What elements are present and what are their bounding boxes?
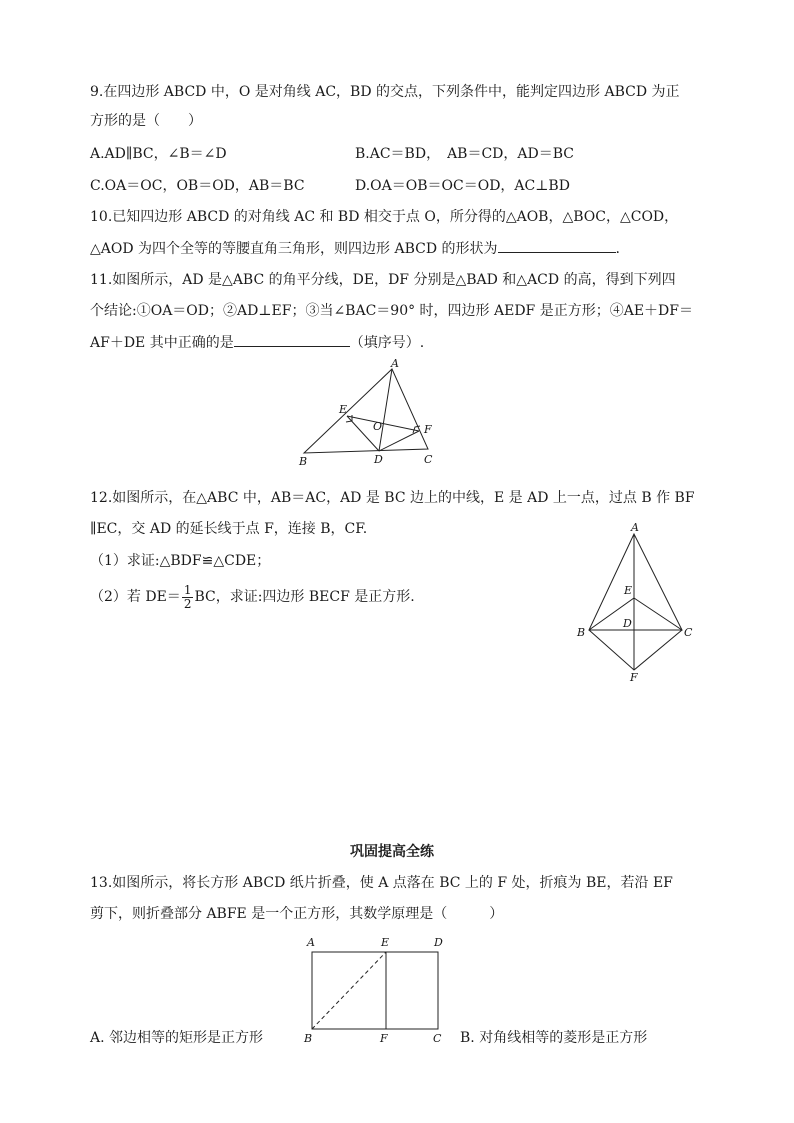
q10-period: .	[615, 241, 620, 257]
q11-stem-line2: 个结论:①OA＝OD；②AD⊥EF；③当∠BAC＝90° 时，四边形 AEDF 是正方形；④AE＋DF＝	[90, 303, 693, 319]
q9-option-a: A.AD∥BC，∠B＝∠D	[90, 146, 227, 162]
q11-label-f: F	[424, 423, 432, 436]
q11-triangle-abc	[304, 369, 428, 453]
q11-label-o: O	[373, 420, 383, 433]
q11-bisector-ad	[379, 369, 392, 451]
q10-stem-line2	[90, 238, 620, 259]
q11-stem-line3	[90, 332, 424, 353]
q12-label-b: B	[577, 626, 586, 639]
q11-stem-text: AF＋DE 其中正确的是	[90, 335, 234, 351]
q12-kite-figure	[570, 518, 700, 688]
q13-label-c: C	[433, 1032, 442, 1045]
q11-label-e: E	[339, 403, 348, 416]
section-heading: 巩固提高全练	[350, 844, 434, 860]
q12-segments-bf-cf	[589, 630, 682, 670]
q12-part-2	[90, 583, 415, 611]
q13-stem-line2: 剪下，则折叠部分 ABFE 是一个正方形，其数学原理是（ ）	[90, 906, 504, 922]
q11-answer-blank[interactable]	[234, 332, 350, 347]
q9-option-d: D.OA＝OB＝OC＝OD，AC⊥BD	[355, 178, 570, 194]
q13-option-b: B. 对角线相等的菱形是正方形	[460, 1030, 648, 1046]
q12-part2-text: （2）若 DE＝	[90, 589, 181, 605]
q12-stem-line1: 12.如图所示，在△ABC 中，AB＝AC，AD 是 BC 边上的中线，E 是 AD 上一点，过点 B 作 BF	[90, 490, 695, 506]
q11-label-b: B	[299, 455, 308, 468]
q13-rectangle-abcd	[312, 952, 438, 1029]
q12-label-a: A	[631, 521, 639, 534]
q11-height-df	[379, 431, 419, 451]
q13-option-a: A. 邻边相等的矩形是正方形	[90, 1030, 264, 1046]
q11-stem-line1: 11.如图所示，AD 是△ABC 的角平分线，DE，DF 分别是△BAD 和△ACD 的高，得到下列四	[90, 272, 676, 288]
q12-label-c: C	[684, 626, 693, 639]
q11-label-d: D	[374, 453, 383, 466]
q11-suffix: （填序号）.	[349, 335, 425, 351]
q13-label-d: D	[434, 936, 443, 949]
q9-option-b: B.AC＝BD， AB＝CD，AD＝BC	[355, 146, 575, 162]
q13-label-a: A	[307, 936, 315, 949]
q12-fraction-one-half	[182, 584, 194, 611]
q12-label-d: D	[623, 617, 632, 630]
q13-fold-line-be	[312, 952, 386, 1029]
q9-stem-line2: 方形的是（ ）	[90, 113, 202, 129]
q11-label-c: C	[424, 453, 433, 466]
q10-stem-text: △AOD 为四个全等的等腰直角三角形，则四边形 ABCD 的形状为	[90, 241, 498, 257]
q13-stem-line1: 13.如图所示，将长方形 ABCD 纸片折叠，使 A 点落在 BC 上的 F 处，折痕为 BE，若沿 EF	[90, 875, 673, 891]
q13-label-f: F	[380, 1032, 388, 1045]
q10-stem-line1: 10.已知四边形 ABCD 的对角线 AC 和 BD 相交于点 O，所分得的△AOB，△BOC，△COD，	[90, 209, 679, 225]
q10-answer-blank[interactable]	[498, 238, 616, 253]
q12-triangle-abc	[589, 534, 682, 630]
q12-part-1: （1）求证:△BDF≌△CDE；	[90, 553, 271, 569]
q13-rectangle-figure	[296, 932, 458, 1048]
q11-label-a: A	[391, 357, 399, 370]
q12-part2-rest: BC，求证:四边形 BECF 是正方形.	[194, 589, 415, 605]
fraction-denominator: 2	[183, 596, 192, 611]
q13-label-e: E	[381, 936, 390, 949]
q12-label-f: F	[630, 671, 638, 684]
fraction-numerator: 1	[183, 582, 192, 597]
q12-stem-line2: ∥EC，交 AD 的延长线于点 F，连接 B，CF.	[90, 521, 368, 537]
q11-triangle-figure	[290, 355, 450, 470]
q13-label-b: B	[304, 1032, 313, 1045]
q9-option-c: C.OA＝OC，OB＝OD，AB＝BC	[90, 178, 305, 194]
q9-stem-line1: 9.在四边形 ABCD 中，O 是对角线 AC，BD 的交点，下列条件中，能判定四边形 ABCD 为正	[90, 84, 680, 100]
q12-label-e: E	[624, 584, 633, 597]
